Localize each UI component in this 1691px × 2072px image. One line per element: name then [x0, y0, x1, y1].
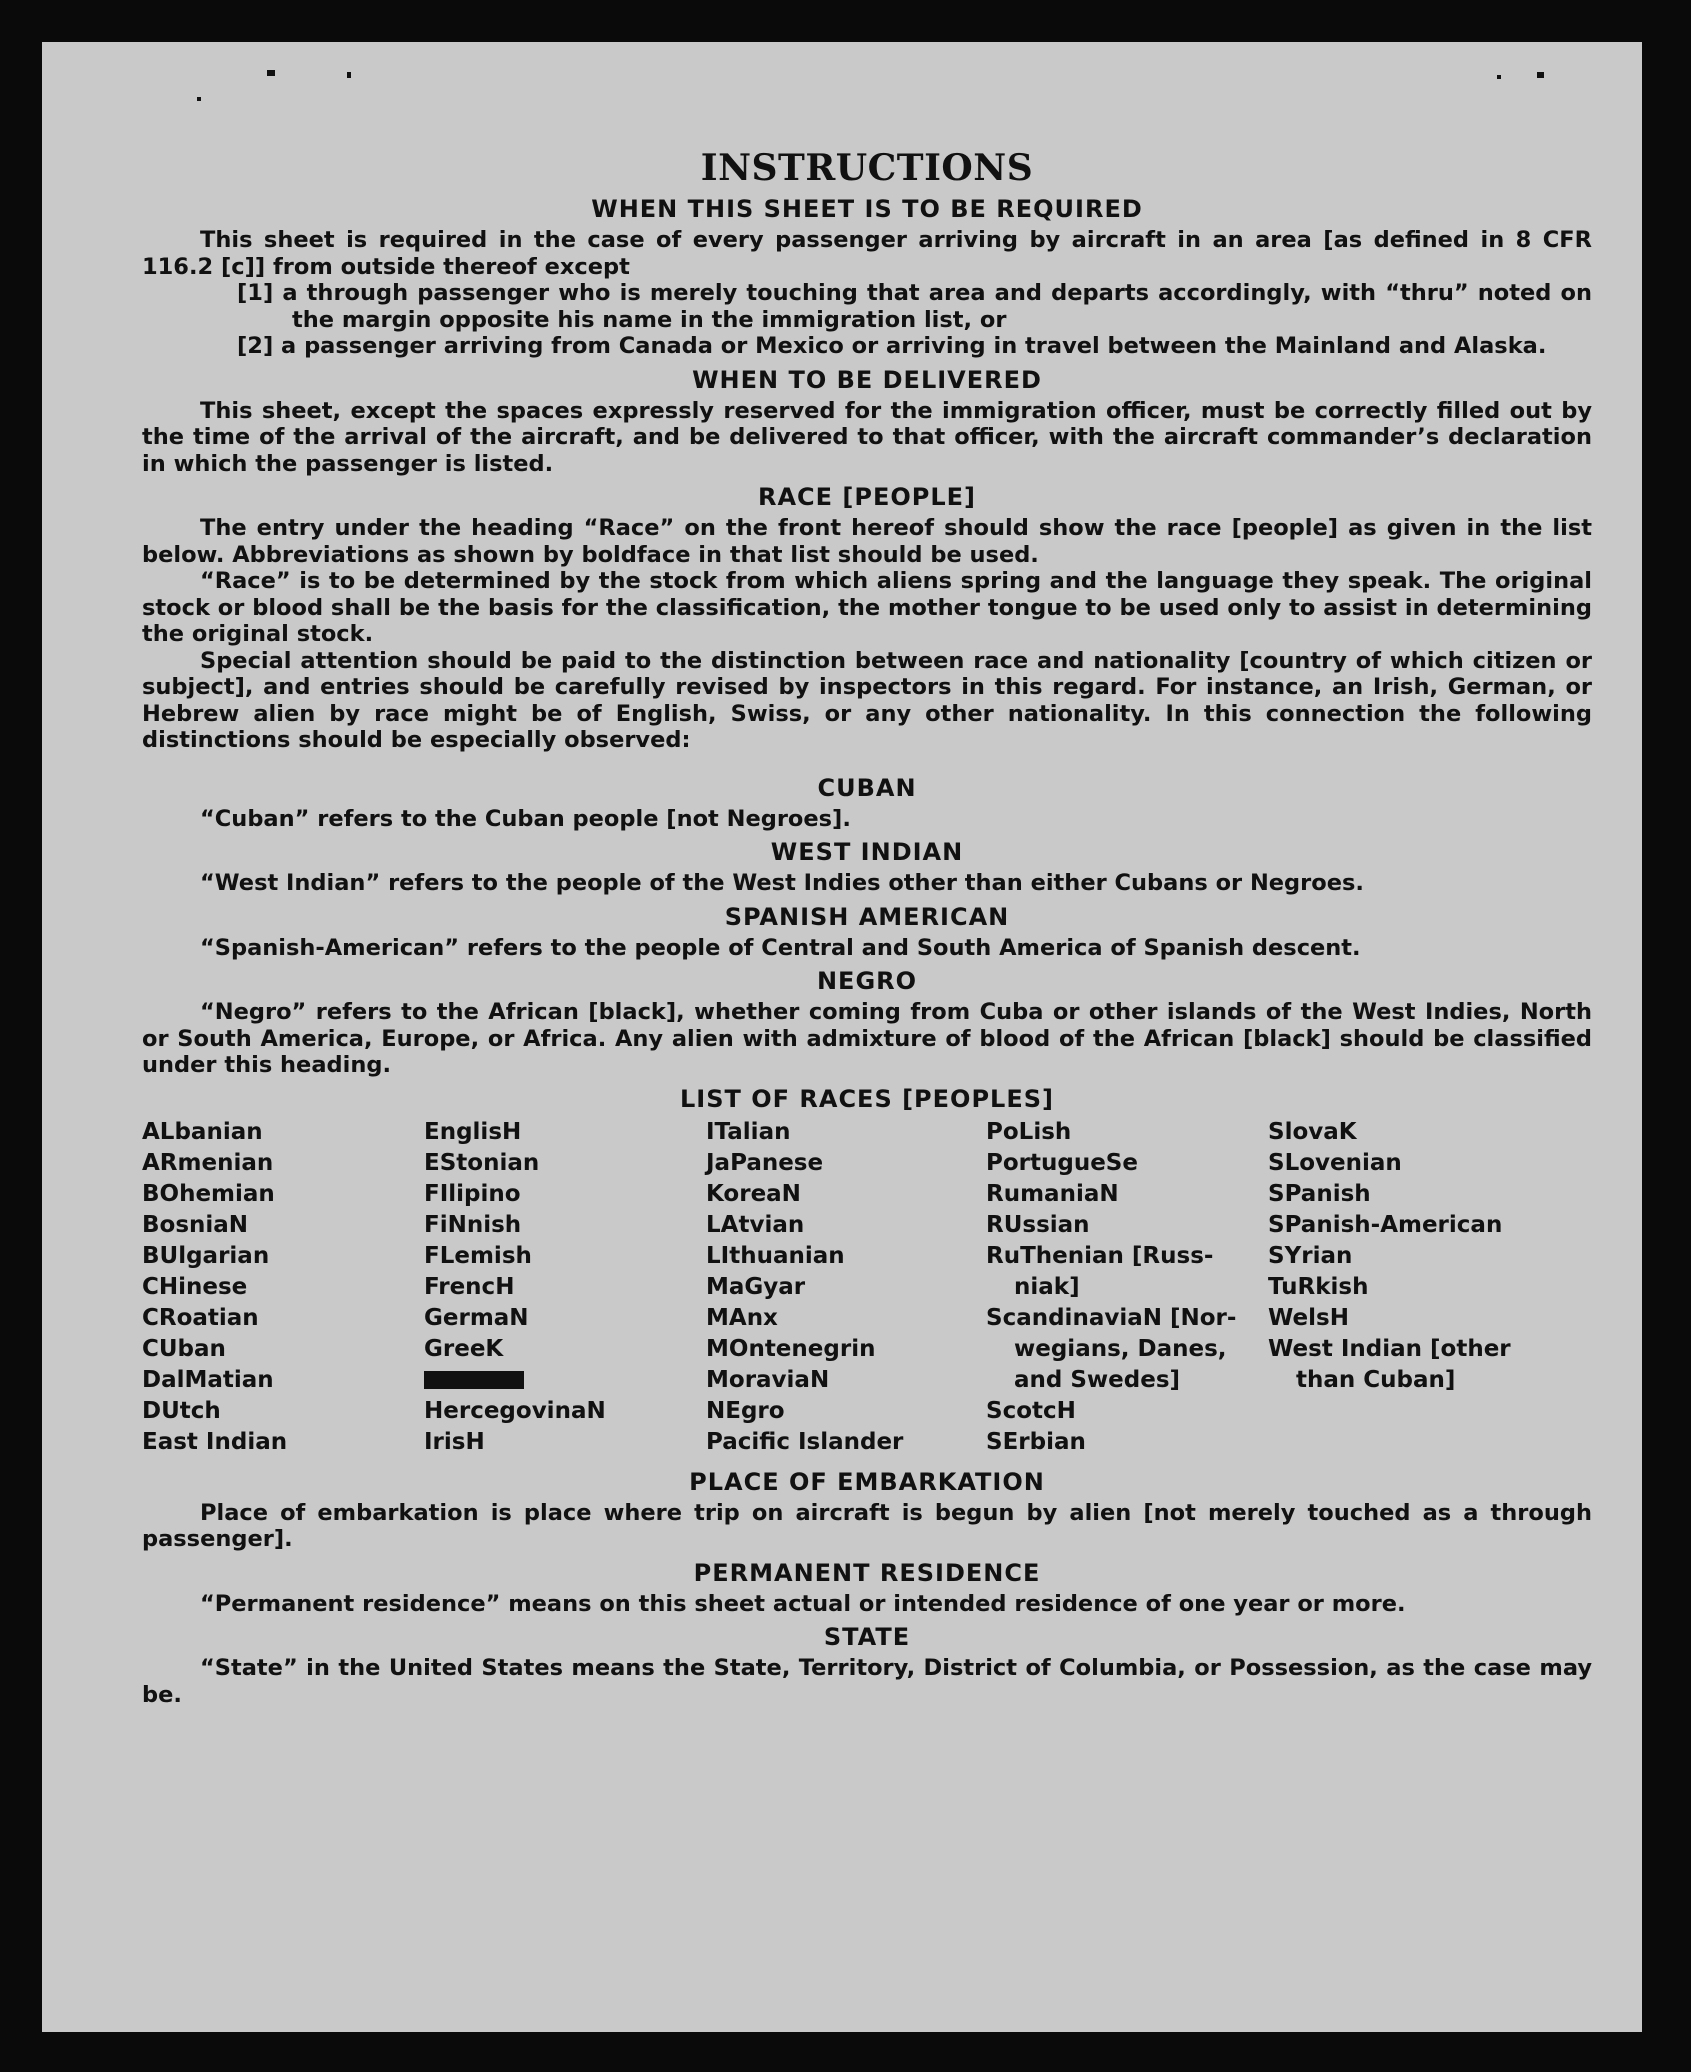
race-entry: ALbanian [142, 1118, 263, 1145]
residence-text: “Permanent residence” means on this sheet actual or intended residence of one year or more. [200, 1590, 1406, 1617]
race-entry: LIthuanian [706, 1242, 845, 1269]
negro-text: “Negro” refers to the African [black], whether coming from Cuba or other islands of the West Indies, North or South America, Europe, or Africa. Any alien with admixture of blood of the African [black] should be classified under this heading. [142, 999, 1592, 1078]
race-entry: KoreaN [706, 1180, 801, 1207]
race-paragraph-3: Special attention should be paid to the distinction between race and nationality [country of which citizen or subject], and entries should be carefully revised by inspectors in this regard. For instance, an Irish, German, or Hebrew alien by race might be of English, Swiss, or any other nationality. In this connection the following distinctions should be especially observed: [142, 647, 1592, 753]
race-entry: SPanish [1268, 1180, 1371, 1207]
races-list [142, 1117, 1592, 1458]
race-entry-continued: and Swedes] [1014, 1366, 1181, 1393]
heading-when-delivered: WHEN TO BE DELIVERED [692, 365, 1042, 394]
race-entry-continued: than Cuban] [1296, 1366, 1456, 1393]
redacted-entry [424, 1365, 706, 1396]
race-entry: HercegovinaN [424, 1397, 606, 1424]
races-column-4 [986, 1117, 1268, 1458]
race-entry: BOhemian [142, 1180, 275, 1207]
race-entry-continued: wegians, Danes, [1014, 1335, 1227, 1362]
races-column-2 [424, 1117, 706, 1458]
race-entry: West Indian [other [1268, 1335, 1511, 1362]
race-entry: ARmenian [142, 1149, 274, 1176]
scan-speck [267, 70, 275, 76]
redaction-mark [424, 1371, 524, 1389]
race-entry: SLovenian [1268, 1149, 1402, 1176]
race-entry: FiNnish [424, 1211, 522, 1238]
race-entry: BosniaN [142, 1211, 249, 1238]
race-entry: PoLish [986, 1118, 1072, 1145]
race-entry: CUban [142, 1335, 226, 1362]
heading-cuban: CUBAN [817, 773, 917, 802]
race-entry: ScotcH [986, 1397, 1076, 1424]
race-entry: DalMatian [142, 1366, 274, 1393]
race-entry: MoraviaN [706, 1366, 830, 1393]
scan-speck [1497, 75, 1501, 79]
races-column-5 [1268, 1117, 1568, 1458]
heading-permanent-residence: PERMANENT RESIDENCE [693, 1558, 1041, 1587]
race-entry: FIlipino [424, 1180, 521, 1207]
race-entry: RuThenian [Russ- [986, 1242, 1214, 1269]
race-entry-continued: niak] [1014, 1273, 1080, 1300]
state-text: “State” in the United States means the State, Territory, District of Columbia, or Possession, as the case may be. [142, 1655, 1592, 1708]
race-entry: ScandinaviaN [Nor- [986, 1304, 1237, 1331]
when-required-item-1: [1] a through passenger who is merely touching that area and departs accordingly, with “thru” noted on the margin opposite his name in the immigration list, or [237, 280, 1592, 333]
race-entry: SlovaK [1268, 1118, 1357, 1145]
race-entry: WelsH [1268, 1304, 1349, 1331]
race-entry: SYrian [1268, 1242, 1353, 1269]
race-entry: East Indian [142, 1428, 288, 1455]
race-entry: DUtch [142, 1397, 221, 1424]
race-entry: CHinese [142, 1273, 248, 1300]
embarkation-text: Place of embarkation is place where trip on aircraft is begun by alien [not merely touched as a through passenger]. [142, 1499, 1592, 1552]
race-entry: RUssian [986, 1211, 1090, 1238]
heading-negro: NEGRO [816, 967, 918, 995]
race-entry: GermaN [424, 1304, 529, 1331]
scan-speck [197, 97, 201, 101]
race-entry: SErbian [986, 1428, 1086, 1455]
when-required-intro: This sheet is required in the case of every passenger arriving by aircraft in an area [as defined in 8 CFR 116.2 [c]] from outside thereof except [142, 227, 1592, 280]
race-entry: ITalian [706, 1118, 791, 1145]
race-entry: FrencH [424, 1273, 515, 1300]
heading-state: STATE [823, 1623, 911, 1651]
race-entry: PortugueSe [986, 1149, 1138, 1176]
races-column-1 [142, 1117, 424, 1458]
scan-speck [1537, 72, 1544, 78]
races-column-3 [706, 1117, 986, 1458]
heading-race: RACE [PEOPLE] [757, 483, 977, 511]
instructions-content [142, 147, 1592, 1708]
document-sheet [42, 42, 1642, 2032]
race-entry: MAnx [706, 1304, 778, 1331]
heading-spanish-american: SPANISH AMERICAN [724, 902, 1010, 931]
when-required-item-2: [2] a passenger arriving from Canada or Mexico or arriving in travel between the Mainland and Alaska. [237, 333, 1547, 359]
race-paragraph-1: The entry under the heading “Race” on the front hereof should show the race [people] as given in the list below. Abbreviations as shown by boldface in that list should be used. [142, 515, 1592, 568]
race-entry: EnglisH [424, 1118, 522, 1145]
when-delivered-text: This sheet, except the spaces expressly reserved for the immigration officer, must be correctly filled out by the time of the arrival of the aircraft, and be delivered to that officer, with the aircraft commander’s declaration in which the passenger is listed. [142, 397, 1592, 477]
spanish-american-text: “Spanish-American” refers to the people of Central and South America of Spanish descent. [200, 934, 1361, 961]
race-entry: SPanish-American [1268, 1211, 1503, 1238]
race-entry: EStonian [424, 1149, 540, 1176]
race-entry: IrisH [424, 1428, 485, 1455]
race-entry: LAtvian [706, 1211, 805, 1238]
heading-when-required: WHEN THIS SHEET IS TO BE REQUIRED [591, 195, 1143, 223]
race-entry: MaGyar [706, 1273, 806, 1300]
scan-speck [347, 72, 351, 78]
race-entry: MOntenegrin [706, 1335, 876, 1362]
west-indian-text: “West Indian” refers to the people of the West Indies other than either Cubans or Negroes. [200, 870, 1364, 896]
race-entry: GreeK [424, 1335, 504, 1362]
race-entry: RumaniaN [986, 1180, 1119, 1207]
race-entry: JaPanese [706, 1149, 824, 1176]
heading-list-of-races: LIST OF RACES [PEOPLES] [680, 1084, 1054, 1113]
cuban-text: “Cuban” refers to the Cuban people [not Negroes]. [200, 805, 851, 832]
heading-west-indian: WEST INDIAN [770, 838, 964, 866]
race-paragraph-2: “Race” is to be determined by the stock from which aliens spring and the language they speak. The original stock or blood shall be the basis for the classification, the mother tongue to be used only to assist in determining the original stock. [142, 568, 1592, 647]
page-title: INSTRUCTIONS [700, 147, 1034, 189]
race-entry: BUlgarian [142, 1242, 270, 1269]
race-entry: CRoatian [142, 1304, 259, 1331]
race-entry: FLemish [424, 1242, 532, 1269]
heading-embarkation: PLACE OF EMBARKATION [689, 1467, 1045, 1496]
race-entry: NEgro [706, 1397, 785, 1424]
race-entry: Pacific Islander [706, 1428, 904, 1455]
race-entry: TuRkish [1268, 1273, 1369, 1300]
